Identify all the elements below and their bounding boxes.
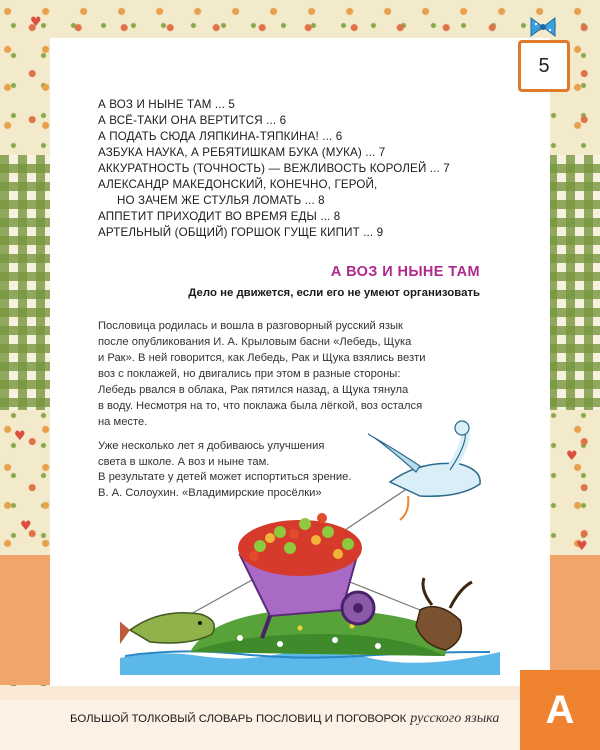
contents-item: АЗБУКА НАУКА, А РЕБЯТИШКАМ БУКА (МУКА) ... 7 <box>98 146 386 159</box>
gingham-strip-left <box>0 155 52 410</box>
contents-item: А ВОЗ И НЫНЕ ТАМ ... 5 <box>98 98 236 111</box>
contents-item: АЛЕКСАНДР МАКЕДОНСКИЙ, КОНЕЧНО, ГЕРОЙ, <box>98 178 378 191</box>
quote-source: В. А. Солоухин. «Владимирские просёлки» <box>98 486 322 499</box>
entry-title: А ВОЗ И НЫНЕ ТАМ <box>330 264 480 280</box>
quote-line: света в школе. А воз и ныне там. <box>98 455 270 468</box>
contents-item: А ПОДАТЬ СЮДА ЛЯПКИНА-ТЯПКИНА! ... 6 <box>98 130 343 143</box>
body-line: на месте. <box>98 416 148 428</box>
contents-item: А ВСЁ-ТАКИ ОНА ВЕРТИТСЯ ... 6 <box>98 114 287 127</box>
bow-icon <box>528 14 558 40</box>
page-number: 5 <box>518 40 570 92</box>
contents-item: НО ЗАЧЕМ ЖЕ СТУЛЬЯ ЛОМАТЬ ... 8 <box>117 194 325 207</box>
contents-item: АККУРАТНОСТЬ (ТОЧНОСТЬ) — ВЕЖЛИВОСТЬ КОРОЛЕЙ ... 7 <box>98 162 450 175</box>
heart-icon: ♥ <box>566 449 578 464</box>
body-line: в воду. Несмотря на то, что поклажа была лёгкой, воз остался <box>98 400 423 412</box>
body-line: и Рак». В ней говорится, как Лебедь, Рак и Щука взялись везти <box>98 352 426 364</box>
body-line: после опубликования И. А. Крыловым басни «Лебедь, Щука <box>98 336 412 348</box>
entry-body <box>98 318 478 430</box>
heart-icon: ♥ <box>576 539 588 554</box>
quote <box>98 439 388 501</box>
heart-icon: ♥ <box>20 519 32 534</box>
book-title <box>70 711 499 727</box>
contents-item: АППЕТИТ ПРИХОДИТ ВО ВРЕМЯ ЕДЫ ... 8 <box>98 210 341 223</box>
quote-line: В результате у детей может испортиться зрение. <box>98 471 352 483</box>
section-letter: А <box>520 670 600 750</box>
book-title-script: русского языка <box>410 711 500 726</box>
quote-line: Уже несколько лет я добиваюсь улучшения <box>98 440 325 452</box>
heart-icon: ♥ <box>14 429 26 444</box>
contents-item: АРТЕЛЬНЫЙ (ОБЩИЙ) ГОРШОК ГУЩЕ КИПИТ ... 9 <box>98 226 384 239</box>
body-line: воз с поклажей, но двигались при этом в разные стороны: <box>98 368 401 380</box>
contents-list <box>98 97 518 241</box>
body-line: Лебедь рвался в облака, Рак пятился назад, а Щука тянула <box>98 384 409 396</box>
entry-subtitle: Дело не движется, если его не умеют организовать <box>188 287 480 299</box>
book-title-main: БОЛЬШОЙ ТОЛКОВЫЙ СЛОВАРЬ ПОСЛОВИЦ И ПОГОВОРОК <box>70 713 407 725</box>
body-line: Пословица родилась и вошла в разговорный русский язык <box>98 320 403 332</box>
heart-icon: ♥ <box>30 15 42 30</box>
gingham-strip-right <box>548 155 600 410</box>
